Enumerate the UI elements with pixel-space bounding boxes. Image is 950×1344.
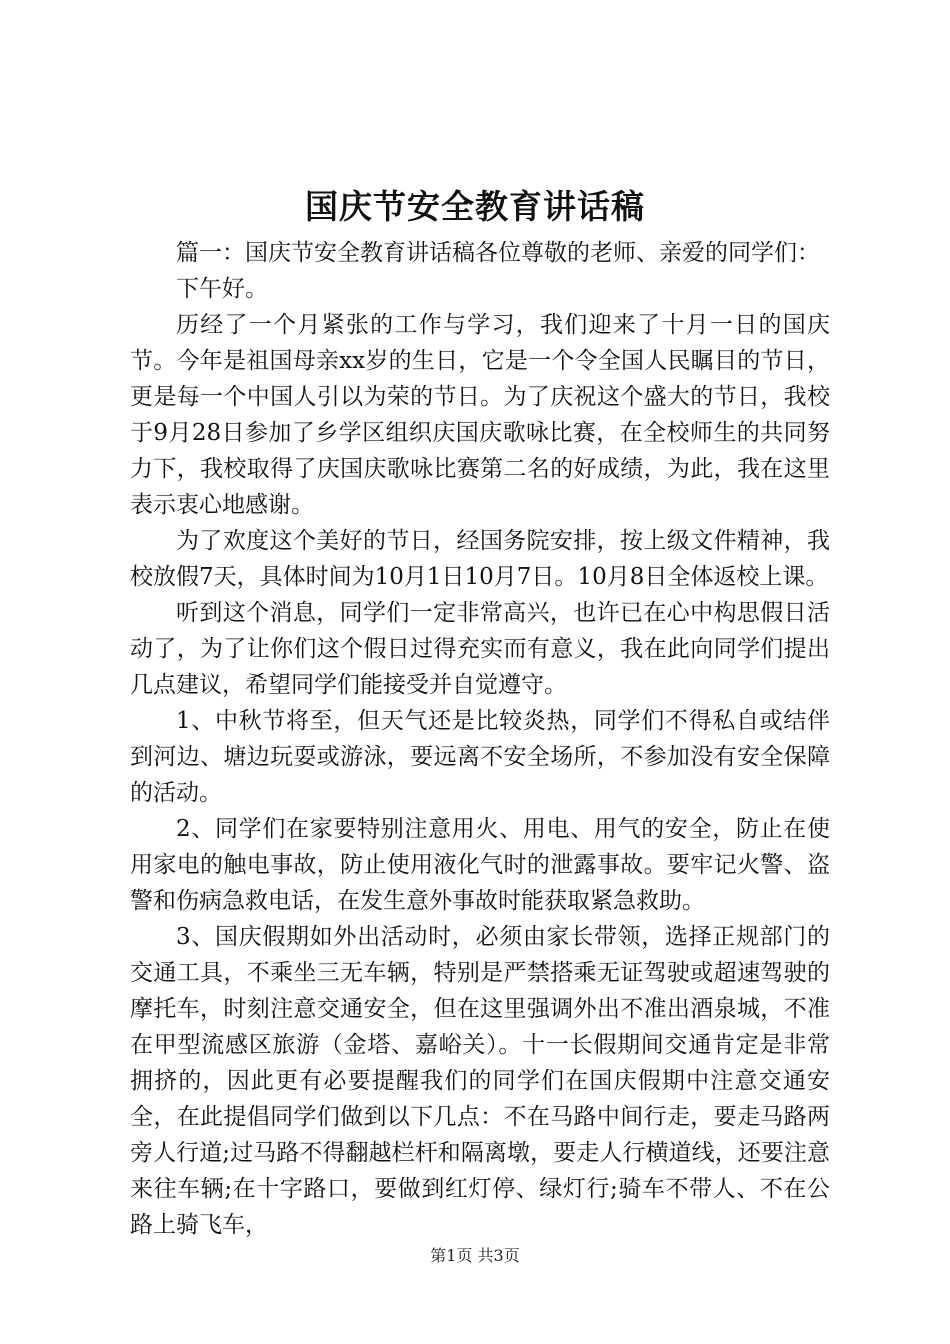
page-number-footer: 第1页 共3页 xyxy=(430,1246,520,1265)
paragraph-greeting: 下午好。 xyxy=(176,276,268,302)
paragraph-item-2: 2、同学们在家要特别注意用火、用电、用气的安全，防止在使用家电的触电事故，防止使用液化气时的泄露事故。要牢记火警、盗警和伤病急救电话，在发生意外事故时能获取紧急救助。 xyxy=(130,816,830,914)
paragraph-holiday-intro: 历经了一个月紧张的工作与学习，我们迎来了十月一日的国庆节。今年是祖国母亲xx岁的生日，它是一个令全国人民瞩目的节日，更是每一个中国人引以为荣的节日。为了庆祝这个盛大的节日，我校于9月28日参加了乡学区组织庆国庆歌咏比赛，在全校师生的共同努力下，我校取得了庆国庆歌咏比赛第二名的好成绩，为此，我在这里表示衷心地感谢。 xyxy=(130,312,830,518)
paragraph-suggestions: 听到这个消息，同学们一定非常高兴，也许已在心中构思假日活动了，为了让你们这个假日过得充实而有意义，我在此向同学们提出几点建议，希望同学们能接受并自觉遵守。 xyxy=(130,600,830,698)
paragraph-intro: 篇一：国庆节安全教育讲话稿各位尊敬的老师、亲爱的同学们： xyxy=(176,240,820,266)
document-body xyxy=(130,235,830,1243)
document-title: 国庆节安全教育讲话稿 xyxy=(305,187,645,226)
paragraph-schedule: 为了欢度这个美好的节日，经国务院安排，按上级文件精神，我校放假7天，具体时间为10月1日10月7日。10月8日全体返校上课。 xyxy=(130,528,830,590)
paragraph-item-1: 1、中秋节将至，但天气还是比较炎热，同学们不得私自或结伴到河边、塘边玩耍或游泳，要远离不安全场所，不参加没有安全保障的活动。 xyxy=(130,708,830,806)
paragraph-item-3: 3、国庆假期如外出活动时，必须由家长带领，选择正规部门的交通工具，不乘坐三无车辆，特别是严禁搭乘无证驾驶或超速驾驶的摩托车，时刻注意交通安全，但在这里强调外出不准出酒泉城，不准在甲型流感区旅游（金塔、嘉峪关）。十一长假期间交通肯定是非常拥挤的，因此更有必要提醒我们的同学们在国庆假期中注意交通安全，在此提倡同学们做到以下几点：不在马路中间行走，要走马路两旁人行道;过马路不得翻越栏杆和隔离墩，要走人行横道线，还要注意来往车辆;在十字路口，要做到红灯停、绿灯行;骑车不带人、不在公路上骑飞车， xyxy=(130,924,830,1238)
